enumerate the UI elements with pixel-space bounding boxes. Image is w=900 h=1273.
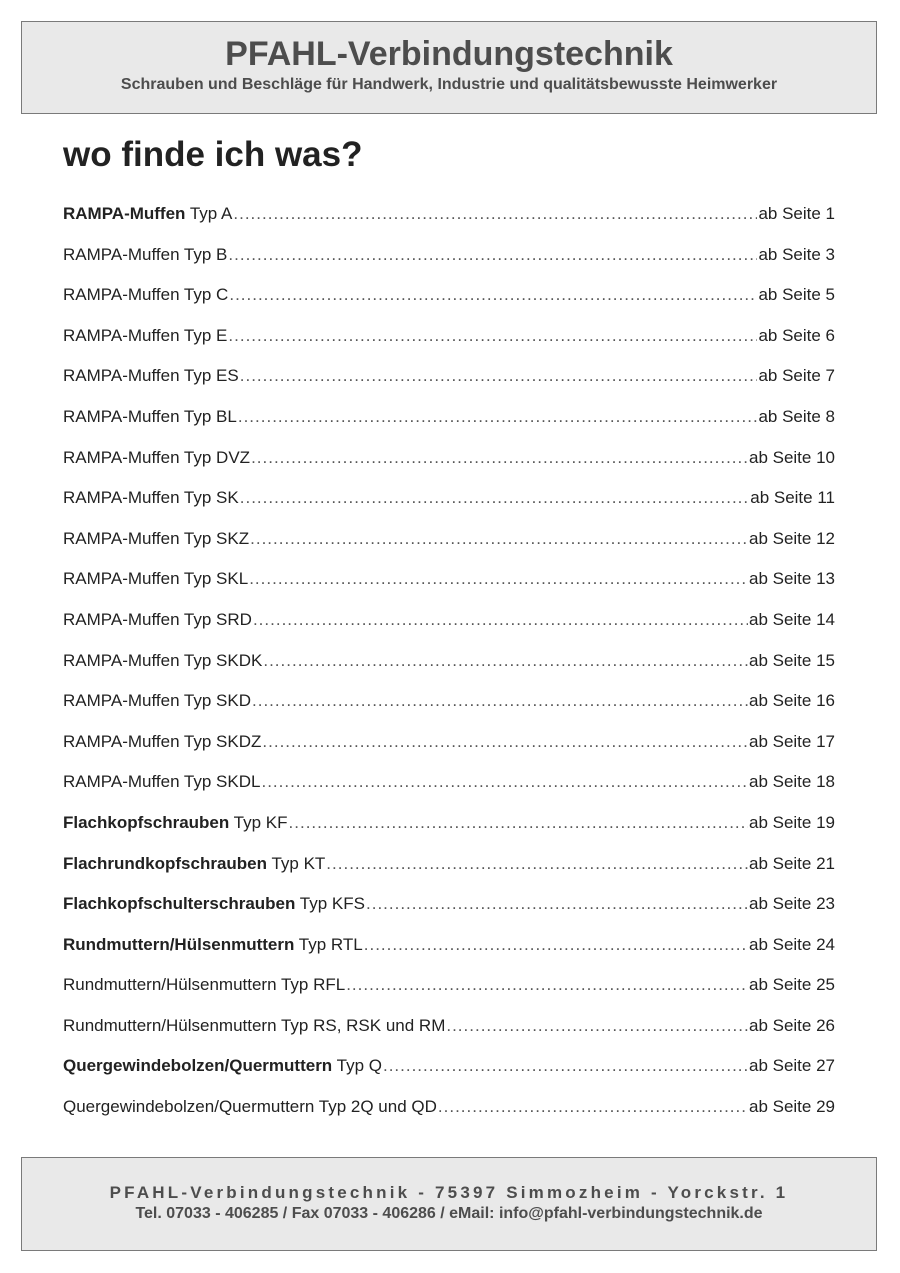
toc-entry-page: ab Seite 25 (748, 975, 835, 995)
toc-entry-type-label: RAMPA-Muffen Typ DVZ (63, 447, 251, 467)
toc-entry (63, 645, 835, 686)
toc-entry (63, 1050, 835, 1091)
toc-entry-page: ab Seite 8 (758, 406, 835, 426)
toc-entry-page: ab Seite 17 (748, 731, 835, 751)
toc-entry-label (63, 1050, 382, 1082)
toc-entry-label (63, 685, 251, 717)
toc-entry-label (63, 563, 248, 595)
toc-entry-type-label: Typ KF (229, 812, 288, 832)
toc-entry-type-label: RAMPA-Muffen Typ ES (63, 366, 239, 386)
toc-entry-type-label: Typ KFS (295, 894, 365, 914)
toc-dot-leader (289, 807, 748, 839)
toc-dot-leader (240, 482, 749, 514)
toc-entry-label (63, 401, 237, 433)
toc-dot-leader (250, 523, 748, 555)
toc-entry-page: ab Seite 19 (748, 812, 835, 832)
toc-entry-page: ab Seite 23 (748, 894, 835, 914)
toc-entry-type-label: RAMPA-Muffen Typ B (63, 244, 228, 264)
toc-entry-label (63, 198, 232, 230)
toc-entry-page: ab Seite 21 (748, 853, 835, 873)
toc-entry-label (63, 807, 288, 839)
toc-entry-page: ab Seite 26 (748, 1015, 835, 1035)
toc-entry-label (63, 726, 261, 758)
toc-entry-type-label: RAMPA-Muffen Typ C (63, 285, 229, 305)
toc-entry (63, 969, 835, 1010)
toc-dot-leader (233, 198, 757, 230)
toc-entry-label (63, 442, 250, 474)
toc-dot-leader (446, 1010, 748, 1042)
toc-entry (63, 279, 835, 320)
toc-dot-leader (240, 360, 758, 392)
toc-entry-bold-label: Rundmuttern/Hülsenmuttern (63, 934, 295, 954)
toc-entry-label (63, 888, 365, 920)
toc-entry-type-label: Typ Q (332, 1056, 382, 1076)
toc-entry-bold-label: Quergewindebolzen/Quermuttern (63, 1056, 333, 1076)
toc-entry-type-label: RAMPA-Muffen Typ SKL (63, 569, 249, 589)
toc-entry-page: ab Seite 6 (758, 325, 835, 345)
toc-entry-page: ab Seite 12 (748, 528, 835, 548)
toc-entry-label (63, 969, 345, 1001)
toc-dot-leader (438, 1091, 748, 1123)
toc-entry (63, 1091, 835, 1132)
toc-dot-leader (366, 888, 748, 920)
toc-dot-leader (261, 766, 748, 798)
toc-entry (63, 442, 835, 483)
toc-entry-label (63, 523, 249, 555)
toc-dot-leader (326, 848, 748, 880)
toc-dot-leader (263, 645, 748, 677)
toc-entry-type-label: RAMPA-Muffen Typ SKZ (63, 528, 250, 548)
toc-entry-page: ab Seite 11 (750, 488, 835, 508)
toc-entry-bold-label: Flachkopfschulterschrauben (63, 894, 296, 914)
page-title: wo finde ich was? (63, 135, 363, 174)
toc-entry-label (63, 320, 227, 352)
toc-entry-page: ab Seite 29 (748, 1097, 835, 1117)
toc-entry (63, 401, 835, 442)
toc-dot-leader (251, 442, 748, 474)
toc-entry-label (63, 279, 228, 311)
toc-entry-type-label: Rundmuttern/Hülsenmuttern Typ RFL (63, 975, 346, 995)
toc-entry (63, 320, 835, 361)
toc-entry-type-label: Typ KT (267, 853, 326, 873)
toc-entry-label (63, 848, 325, 880)
toc-entry-bold-label: Flachrundkopfschrauben (63, 853, 268, 873)
toc-entry-type-label: RAMPA-Muffen Typ SKDZ (63, 731, 262, 751)
toc-entry-type-label: RAMPA-Muffen Typ SKDL (63, 772, 261, 792)
toc-dot-leader (383, 1050, 748, 1082)
toc-entry-page: ab Seite 27 (748, 1056, 835, 1076)
toc-entry-page: ab Seite 13 (748, 569, 835, 589)
toc-entry-type-label: RAMPA-Muffen Typ BL (63, 406, 237, 426)
toc-entry-label (63, 645, 262, 677)
toc-entry-label (63, 1010, 445, 1042)
toc-entry-page: ab Seite 3 (758, 244, 835, 264)
toc-entry-type-label: Typ RTL (294, 934, 363, 954)
toc-entry-bold-label: RAMPA-Muffen (63, 204, 186, 223)
toc-entry (63, 563, 835, 604)
toc-dot-leader (253, 604, 748, 636)
toc-entry-label (63, 482, 239, 514)
toc-entry (63, 929, 835, 970)
toc-entry-page: ab Seite 1 (758, 204, 835, 223)
table-of-contents (63, 198, 835, 1132)
toc-dot-leader (346, 969, 748, 1001)
toc-entry-type-label: RAMPA-Muffen Typ SKD (63, 691, 252, 711)
toc-entry-label (63, 1091, 437, 1123)
toc-dot-leader (249, 563, 748, 595)
toc-entry-type-label: Quergewindebolzen/Quermuttern Typ 2Q und QD (63, 1097, 437, 1117)
toc-entry-page: ab Seite 10 (748, 447, 835, 467)
toc-dot-leader (364, 929, 748, 961)
toc-entry (63, 198, 835, 239)
company-subtitle: Schrauben und Beschläge für Handwerk, Industrie und qualitätsbewusste Heimwerker (120, 76, 778, 93)
toc-entry (63, 523, 835, 564)
toc-entry (63, 766, 835, 807)
footer-contact: Tel. 07033 - 406285 / Fax 07033 - 406286 / eMail: info@pfahl-verbindungstechnik.de (135, 1205, 763, 1222)
toc-entry-page: ab Seite 18 (748, 772, 835, 792)
toc-entry-type-label: RAMPA-Muffen Typ SRD (63, 609, 252, 629)
toc-entry (63, 482, 835, 523)
toc-entry-label (63, 239, 227, 271)
toc-entry (63, 888, 835, 929)
toc-entry-page: ab Seite 15 (748, 650, 835, 670)
toc-entry-label (63, 604, 252, 636)
toc-entry-page: ab Seite 16 (748, 691, 835, 711)
toc-entry (63, 807, 835, 848)
toc-dot-leader (228, 239, 757, 271)
toc-entry (63, 685, 835, 726)
toc-entry-type-label: RAMPA-Muffen Typ SK (63, 488, 239, 508)
toc-entry-page: ab Seite 24 (748, 934, 835, 954)
toc-dot-leader (228, 320, 757, 352)
toc-entry-page: ab Seite 14 (748, 609, 835, 629)
toc-entry (63, 1010, 835, 1051)
company-title: PFAHL-Verbindungstechnik (225, 35, 673, 73)
footer-banner (21, 1157, 877, 1251)
toc-entry (63, 239, 835, 280)
toc-entry-page: ab Seite 7 (758, 366, 835, 386)
header-banner (21, 21, 877, 114)
toc-entry-type-label: RAMPA-Muffen Typ E (63, 325, 228, 345)
toc-entry-label (63, 929, 363, 961)
toc-dot-leader (252, 685, 748, 717)
toc-entry-type-label: RAMPA-Muffen Typ SKDK (63, 650, 263, 670)
toc-entry-label (63, 766, 260, 798)
toc-entry (63, 848, 835, 889)
toc-entry-page: ab Seite 5 (758, 285, 835, 305)
toc-entry (63, 360, 835, 401)
toc-dot-leader (262, 726, 748, 758)
toc-entry (63, 604, 835, 645)
toc-dot-leader (238, 401, 758, 433)
toc-entry-type-label: Rundmuttern/Hülsenmuttern Typ RS, RSK und RM (63, 1015, 446, 1035)
toc-entry-type-label: Typ A (185, 204, 233, 223)
toc-entry-bold-label: Flachkopfschrauben (63, 812, 230, 832)
footer-address: PFAHL-Verbindungstechnik - 75397 Simmozheim - Yorckstr. 1 (109, 1183, 789, 1202)
toc-dot-leader (229, 279, 757, 311)
toc-entry-label (63, 360, 239, 392)
toc-entry (63, 726, 835, 767)
